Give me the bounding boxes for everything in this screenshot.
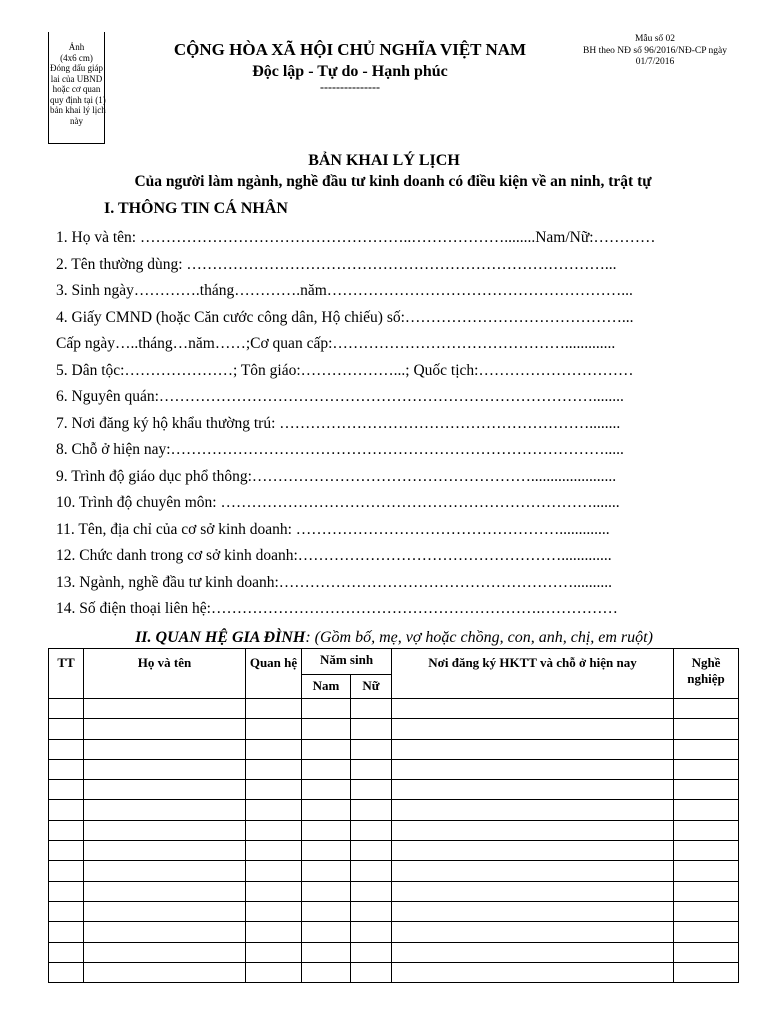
table-cell[interactable] <box>674 881 739 901</box>
table-cell[interactable] <box>674 780 739 800</box>
table-cell[interactable] <box>674 739 739 759</box>
table-cell[interactable] <box>392 699 674 719</box>
table-cell[interactable] <box>392 759 674 779</box>
table-row <box>49 901 739 921</box>
table-cell[interactable] <box>392 942 674 962</box>
table-cell[interactable] <box>246 841 302 861</box>
table-cell[interactable] <box>246 759 302 779</box>
form-field-line[interactable]: 5. Dân tộc:…………………; Tôn giáo:………………...; Quốc tịch:………………………… <box>56 361 634 379</box>
form-number: Mẫu số 02 <box>634 34 676 44</box>
table-cell[interactable] <box>84 820 246 840</box>
table-cell[interactable] <box>392 800 674 820</box>
photo-box-line: Đóng dấu giáp <box>50 63 103 73</box>
table-cell[interactable] <box>351 739 392 759</box>
nation-name: CỘNG HÒA XÃ HỘI CHỦ NGHĨA VIỆT NAM <box>173 40 527 59</box>
form-field-line[interactable]: 10. Trình độ chuyên môn: ………………………………………………………………....... <box>56 494 620 511</box>
header-separator: --------------- <box>320 80 380 94</box>
table-cell[interactable] <box>246 699 302 719</box>
form-field-line[interactable]: 4. Giấy CMND (hoặc Căn cước công dân, Hộ chiếu) số:……………………………………... <box>56 308 634 326</box>
table-cell[interactable] <box>84 699 246 719</box>
col-relation-header: Quan hệ <box>246 649 302 699</box>
table-cell[interactable] <box>674 922 739 942</box>
table-row <box>49 820 739 840</box>
table-cell[interactable] <box>302 901 351 921</box>
table-cell[interactable] <box>84 962 246 982</box>
table-cell[interactable] <box>351 881 392 901</box>
form-field-line[interactable]: 6. Nguyên quán:…………………………………………………………………………........ <box>56 388 624 405</box>
photo-box-line: (4x6 cm) <box>60 52 93 63</box>
col-male-header: Nam <box>302 675 351 699</box>
table-row <box>49 861 739 881</box>
form-number-block <box>565 34 745 69</box>
table-row <box>49 739 739 759</box>
table-cell[interactable] <box>246 820 302 840</box>
table-cell[interactable] <box>49 820 84 840</box>
section-family-title <box>0 627 768 649</box>
table-cell[interactable] <box>302 719 351 739</box>
table-row <box>49 922 739 942</box>
table-cell[interactable] <box>84 719 246 739</box>
table-cell[interactable] <box>49 922 84 942</box>
form-field-line[interactable]: 13. Ngành, nghề đầu tư kinh doanh:………………………………………………….......... <box>56 573 613 591</box>
table-cell[interactable] <box>84 759 246 779</box>
form-date: 01/7/2016 <box>635 57 675 67</box>
section-family-note: : (Gồm bố, mẹ, vợ hoặc chồng, con, anh, chị, em ruột) <box>305 629 653 646</box>
form-field-line[interactable]: 1. Họ và tên: ……………………………………………..………………........Nam/Nữ:………… <box>56 229 656 246</box>
table-cell[interactable] <box>246 922 302 942</box>
table-cell[interactable] <box>246 719 302 739</box>
table-cell[interactable] <box>392 780 674 800</box>
table-cell[interactable] <box>302 759 351 779</box>
form-field-line[interactable]: 11. Tên, địa chỉ của cơ sở kinh doanh: ……………………………………………............. <box>56 520 610 538</box>
table-cell[interactable] <box>84 800 246 820</box>
table-cell[interactable] <box>49 739 84 759</box>
form-field-line[interactable]: 2. Tên thường dùng: ………………………………………………………………………... <box>56 255 617 273</box>
table-cell[interactable] <box>84 942 246 962</box>
table-cell[interactable] <box>246 800 302 820</box>
table-cell[interactable] <box>302 739 351 759</box>
table-cell[interactable] <box>246 901 302 921</box>
table-cell[interactable] <box>351 962 392 982</box>
table-cell[interactable] <box>392 820 674 840</box>
photo-box-line: này <box>70 115 83 126</box>
table-row <box>49 780 739 800</box>
table-cell[interactable] <box>302 699 351 719</box>
table-row <box>49 962 739 982</box>
table-cell[interactable] <box>84 739 246 759</box>
form-reference: BH theo NĐ số 96/2016/NĐ-CP ngày <box>583 45 727 56</box>
table-cell[interactable] <box>674 962 739 982</box>
table-row <box>49 881 739 901</box>
table-row <box>49 719 739 739</box>
table-cell[interactable] <box>674 820 739 840</box>
table-cell[interactable] <box>49 800 84 820</box>
document-subtitle: Của người làm ngành, nghề đầu tư kinh doanh có điều kiện về an ninh, trật tự <box>134 173 652 190</box>
form-field-line[interactable]: 8. Chỗ ở hiện nay:…………………………………………………………………………..... <box>56 441 624 458</box>
table-cell[interactable] <box>49 861 84 881</box>
table-cell[interactable] <box>392 739 674 759</box>
table-cell[interactable] <box>49 942 84 962</box>
table-cell[interactable] <box>49 780 84 800</box>
table-cell[interactable] <box>49 699 84 719</box>
table-cell[interactable] <box>302 881 351 901</box>
table-cell[interactable] <box>351 759 392 779</box>
table-cell[interactable] <box>246 780 302 800</box>
table-cell[interactable] <box>674 699 739 719</box>
table-cell[interactable] <box>351 719 392 739</box>
table-cell[interactable] <box>49 962 84 982</box>
table-cell[interactable] <box>674 901 739 921</box>
col-tt-header: TT <box>49 649 84 699</box>
table-cell[interactable] <box>246 739 302 759</box>
table-cell[interactable] <box>302 942 351 962</box>
section-personal-info-title: I. THÔNG TIN CÁ NHÂN <box>104 200 288 217</box>
col-occupation-header: Nghề nghiệp <box>674 649 739 699</box>
table-cell[interactable] <box>674 841 739 861</box>
table-cell[interactable] <box>392 922 674 942</box>
table-cell[interactable] <box>351 699 392 719</box>
table-cell[interactable] <box>84 841 246 861</box>
table-cell[interactable] <box>351 901 392 921</box>
table-cell[interactable] <box>49 719 84 739</box>
table-cell[interactable] <box>302 780 351 800</box>
form-field-line[interactable]: 12. Chức danh trong cơ sở kinh doanh:……………………………………………............. <box>56 547 612 564</box>
form-field-line[interactable]: 7. Nơi đăng ký hộ khẩu thường trú: ……………………………………………………........ <box>56 414 621 432</box>
table-cell[interactable] <box>351 820 392 840</box>
table-cell[interactable] <box>246 942 302 962</box>
table-row <box>49 699 739 719</box>
table-cell[interactable] <box>351 800 392 820</box>
table-row <box>49 942 739 962</box>
table-cell[interactable] <box>84 780 246 800</box>
form-field-line[interactable]: 14. Số điện thoại liên hệ:……………………………………………………….…………… <box>56 600 618 617</box>
table-cell[interactable] <box>84 881 246 901</box>
photo-box-line: bản khai lý lịch <box>50 105 106 115</box>
table-cell[interactable] <box>246 881 302 901</box>
table-cell[interactable] <box>674 759 739 779</box>
col-birth-year-header: Năm sinh <box>302 649 392 675</box>
section-family-heading: II. QUAN HỆ GIA ĐÌNH <box>135 629 306 646</box>
national-motto: Độc lập - Tự do - Hạnh phúc <box>252 63 448 80</box>
table-row <box>49 800 739 820</box>
table-cell[interactable] <box>351 841 392 861</box>
table-row <box>49 759 739 779</box>
table-cell[interactable] <box>246 861 302 881</box>
table-cell[interactable] <box>674 800 739 820</box>
table-cell[interactable] <box>392 881 674 901</box>
table-cell[interactable] <box>392 841 674 861</box>
table-cell[interactable] <box>351 922 392 942</box>
table-cell[interactable] <box>302 962 351 982</box>
table-cell[interactable] <box>392 901 674 921</box>
table-cell[interactable] <box>351 861 392 881</box>
table-cell[interactable] <box>84 861 246 881</box>
form-field-line[interactable]: 3. Sinh ngày………….tháng………….năm…………………………………………………... <box>56 282 633 299</box>
table-cell[interactable] <box>674 942 739 962</box>
table-cell[interactable] <box>49 901 84 921</box>
table-cell[interactable] <box>49 759 84 779</box>
table-cell[interactable] <box>392 719 674 739</box>
form-field-line[interactable]: Cấp ngày…..tháng…năm……;Cơ quan cấp:………………………………………............. <box>56 335 616 352</box>
personal-info-fields <box>56 225 736 623</box>
document-title: BẢN KHAI LÝ LỊCH <box>308 152 460 169</box>
national-header <box>130 40 570 92</box>
col-female-header: Nữ <box>351 675 392 699</box>
table-cell[interactable] <box>392 962 674 982</box>
form-field-line[interactable]: 9. Trình độ giáo dục phổ thông:………………………………………………...................... <box>56 467 617 485</box>
table-cell[interactable] <box>302 922 351 942</box>
photo-box-line: Ảnh <box>68 42 85 52</box>
table-cell[interactable] <box>302 800 351 820</box>
table-cell[interactable] <box>246 962 302 982</box>
table-cell[interactable] <box>392 861 674 881</box>
family-relations-table <box>48 648 739 983</box>
table-row <box>49 841 739 861</box>
photo-box-line: hoặc cơ quan <box>52 84 101 94</box>
col-name-header: Họ và tên <box>84 649 246 699</box>
table-cell[interactable] <box>49 841 84 861</box>
col-address-header: Nơi đăng ký HKTT và chỗ ở hiện nay <box>392 649 674 699</box>
table-cell[interactable] <box>351 780 392 800</box>
table-cell[interactable] <box>302 841 351 861</box>
table-cell[interactable] <box>49 881 84 901</box>
table-cell[interactable] <box>674 861 739 881</box>
table-cell[interactable] <box>674 719 739 739</box>
table-cell[interactable] <box>351 942 392 962</box>
photo-box-line: quy định tại (1) <box>50 94 106 105</box>
table-cell[interactable] <box>302 820 351 840</box>
table-cell[interactable] <box>302 861 351 881</box>
photo-box-line: lai của UBND <box>50 73 103 84</box>
table-cell[interactable] <box>84 922 246 942</box>
photo-placeholder-box <box>48 32 105 144</box>
table-cell[interactable] <box>84 901 246 921</box>
